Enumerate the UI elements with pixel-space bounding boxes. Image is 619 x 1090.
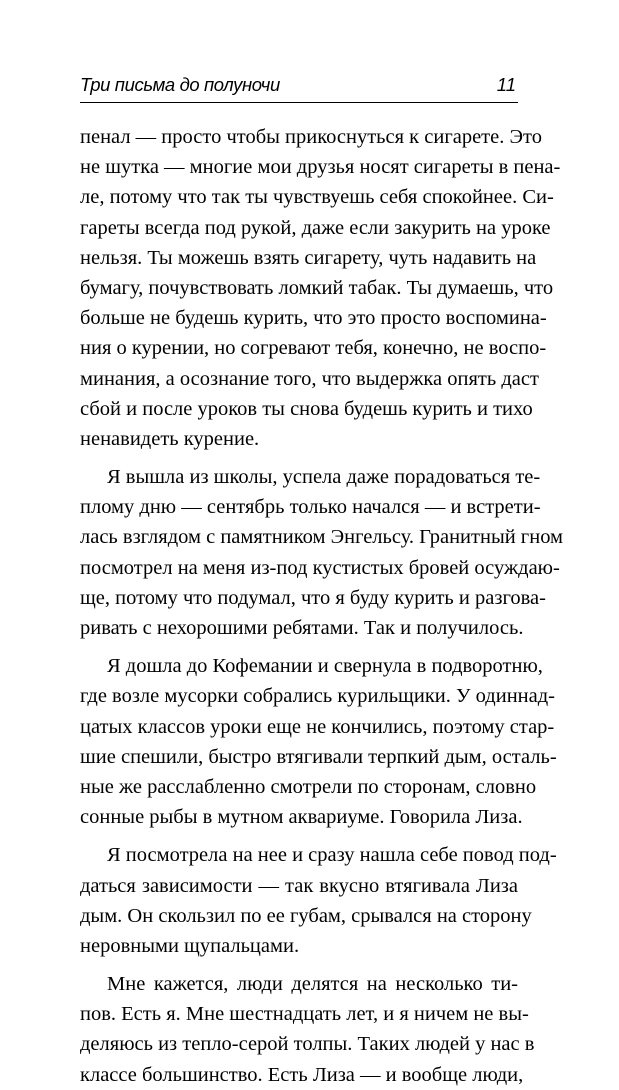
text-line: не шутка — многие мои друзья носят сигареты в пена- (80, 156, 561, 179)
text-line: лась взглядом с памятником Энгельсу. Гранитный гном (80, 526, 564, 549)
text-line: бумагу, почувствовать ломкий табак. Ты думаешь, что (80, 276, 554, 299)
text-line: ривать с нехорошими ребятами. Так и получилось. (80, 617, 524, 639)
text-line: Я посмотрела на нее и сразу нашла себе повод под- (107, 844, 557, 867)
book-title: Три письма до полуночи (80, 74, 280, 95)
text-line: ные же расслабленно смотрели по сторонам, словно (80, 775, 537, 798)
text-line: посмотрел на меня из-под кустистых бровей осуждаю- (80, 556, 560, 579)
text-line: ния о курении, но согревают тебя, конечно, не воспо- (80, 337, 547, 360)
page-number: 11 (496, 74, 516, 95)
text-line: классе большинство. Есть Лиза — и вообще люди, (80, 1063, 524, 1086)
text-line: сбой и после уроков ты снова будешь курить и тихо (80, 397, 533, 420)
text-line: дым. Он скользил по ее губам, срывался на сторону (80, 904, 532, 927)
text-line: неровными щупальцами. (80, 934, 300, 957)
text-line: ненавидеть курение. (80, 427, 260, 450)
text-line: деляюсь из тепло-серой толпы. Таких людей у нас в (80, 1033, 535, 1056)
text-line: где возле мусорки собрались курильщики. У одиннад- (80, 685, 555, 708)
text-line: шие спешили, быстро втягивали терпкий дым, осталь- (80, 745, 557, 768)
running-header (80, 74, 518, 103)
text-line: даться зависимости — так вкусно втягивала Лиза (80, 874, 518, 897)
body-text (80, 122, 564, 1090)
text-line: Я вышла из школы, успела даже порадоваться те- (107, 466, 541, 489)
text-line: больше не будешь курить, что это просто воспомина- (80, 307, 547, 330)
text-line: цатых классов уроки еще не кончились, поэтому стар- (80, 715, 555, 738)
text-line: пенал — просто чтобы прикоснуться к сигарете. Это (80, 126, 542, 148)
text-line: пов. Есть я. Мне шестнадцать лет, и я ничем не вы- (80, 1003, 529, 1026)
text-line: Мне кажется, люди делятся на несколько ти- (107, 973, 518, 996)
text-line: минания, а осознание того, что выдержка опять даст (80, 367, 539, 390)
text-line: нельзя. Ты можешь взять сигарету, чуть надавить на (80, 246, 537, 269)
text-line: ле, потому что так ты чувствуешь себя спокойнее. Си- (80, 186, 554, 209)
text-line: сонные рыбы в мутном аквариуме. Говорила Лиза. (80, 806, 523, 829)
text-line: Я дошла до Кофемании и свернула в подворотню, (107, 655, 543, 678)
text-line: ще, потому что подумал, что я буду курить и разгова- (80, 586, 546, 609)
text-line: плому дню — сентябрь только начался — и встрети- (80, 496, 541, 519)
text-line: гареты всегда под рукой, даже если закурить на уроке (80, 216, 551, 239)
